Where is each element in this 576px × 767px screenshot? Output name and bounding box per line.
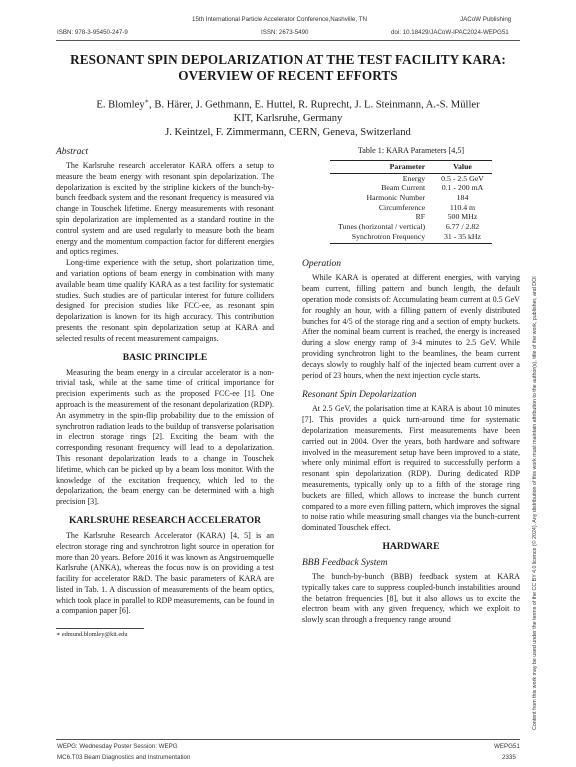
co-authors: , B. Härer, J. Gethmann, E. Huttel, R. Ruprecht, J. L. Steinmann, A.-S. Müller	[149, 99, 480, 111]
rsd-heading: Resonant Spin Depolarization	[302, 390, 417, 401]
header-publisher: JACoW Publishing	[460, 16, 512, 23]
paper-title	[56, 52, 520, 84]
authors-line-cern: J. Keintzel, F. Zimmermann, CERN, Geneva, Switzerland	[165, 126, 411, 138]
table-cell-value: 500 MHz	[447, 212, 478, 222]
table-row	[330, 203, 492, 213]
license-sidebar	[532, 30, 544, 730]
abstract-heading: Abstract	[56, 147, 89, 157]
kara-section-heading: KARLSRUHE RESEARCH ACCELERATOR	[68, 514, 262, 526]
table-row	[330, 193, 492, 203]
bbb-feedback-heading: BBB Feedback System	[302, 557, 388, 568]
table-cell-value: 0.1 - 200 mA	[441, 183, 484, 193]
header-isbn: ISBN: 978-3-95450-247-9	[57, 29, 128, 36]
license-text: Content from this work may be used under the terms of the CC BY 4.0 licence (© 2024). Any distribution of this work must maintain attribution to the author(s), title of the work, publisher, and DOI	[532, 276, 538, 730]
title-line-2: OVERVIEW OF RECENT EFFORTS	[178, 68, 398, 83]
table-cell-parameter: RF	[415, 212, 426, 222]
footer-paper-id: WEPG51	[494, 743, 520, 750]
footer-topic: MC6.T03 Beam Diagnostics and Instrumentation	[57, 754, 191, 761]
table-row	[330, 183, 492, 193]
table-cell-value: 110.4 m	[449, 202, 476, 212]
table-cell-parameter: Circumference	[378, 202, 426, 212]
rsd-paragraph: At 2.5 GeV, the polarisation time at KARA is about 10 minutes [7]. This provides a quick turn-around time for systematic depolarization measurements. First measurements have been carried out in 2004. Over the years, both hardware and software involved in the measurement setup have been improved to a state, where only minimal effort is required to successfully perform a resonant spin depolarization (RDP). During dedicated RDP measurements, typically only up to a fifth of the storage ring buckets are filled, which allows to increase the bunch current compared to a more even filling pattern, which improves the signal to noise ratio while measuring small changes via the bunch-current dominated Touschek effect.	[302, 404, 520, 533]
table-cell-value: 0.5 - 2.5 GeV	[441, 173, 484, 183]
header-conference: 15th International Particle Accelerator Conference,Nashville, TN	[192, 16, 367, 23]
basic-principle-heading: BASIC PRINCIPLE	[122, 351, 208, 363]
abstract-paragraph-2: Long-time experience with the setup, short polarization time, and variation options of beam energy in combination with many available beam time qualify KARA as a test facility for systematic studies. Such studies are of particular interest for future colliders designed for precision studies like FCC-ee, as resonant spin depolarization is known for its high accuracy. This contribution presents the resonant spin depolarization setup at KARA and selected results of recent measurement campaigns.	[56, 258, 274, 343]
footnote-rule	[56, 628, 144, 629]
operation-heading: Operation	[302, 259, 342, 270]
footnote-email: ∗ edmund.blomley@kit.edu	[56, 631, 128, 639]
table-cell-parameter: Energy	[402, 173, 426, 183]
table-cell-parameter: Synchrotron Frequency	[330, 232, 433, 244]
title-line-1: RESONANT SPIN DEPOLARIZATION AT THE TEST FACILITY KARA:	[70, 52, 506, 67]
kara-parameters-table	[330, 160, 492, 245]
table-caption: Table 1: KARA Parameters [4,5]	[357, 146, 465, 155]
corresponding-mark: ∗	[144, 98, 150, 105]
table-row	[330, 212, 492, 222]
basic-principle-paragraph: Measuring the beam energy in a circular accelerator is a non-trivial task, while at the same time of critical importance for precision experiments such as the proposed FCC-ee [1]. One approach is the measurement of the resonant depolarization (RDP). An asymmetry in the spin-flip probability due to the emission of synchrotron radiation leads to the buildup of transverse polarisation in electron storage rings [2]. Exciting the beam with the corresponding resonant frequency will lead to a depolarization. This resonant depolarization leads to a change in Touschek lifetime, which can be picked up by a beam loss monitor. With the knowledge of the excitation frequency, which led to the depolarization, the beam energy can be determined with a high precision [3].	[56, 367, 274, 507]
authors-line-1	[56, 95, 520, 112]
table-cell-parameter: Tunes (horizontal / vertical)	[338, 222, 426, 232]
kara-section-paragraph: The Karlsruhe Research Accelerator (KARA) [4, 5] is an electron storage ring and synchrotron light source in operation for more than 20 years. Before 2016 it was known as Angstroemquelle Karlsruhe (ANKA), whereas the focus now is on providing a test facility for accelerator R&D. The basic parameters of KARA are listed in Tab. 1. A discussion of measurements of the beam optics, which took place in parallel to RDP measurements, can be found in a companion paper [6].	[56, 530, 274, 616]
left-column	[56, 146, 274, 639]
operation-paragraph: While KARA is operated at different energies, with varying beam current, filling pattern and bunch length, the default operation mode consists of: Accumulating beam current at 0.5 GeV for roughly an hour, with a filling pattern of evenly distributed bunches for 4/5 of the storage ring and a section of empty buckets. After the nominal beam current is reached, the energy is increased during a slow energy ramp of 3-4 minutes to 2.5 GeV. While providing synchrotron light to the beamlines, the beam current decays slowly to roughly half of the injected beam current over a period of 23 hours, when the next injection cycle starts.	[302, 273, 520, 380]
header-rule	[56, 40, 520, 41]
table-row	[330, 222, 492, 232]
table-cell-parameter: Beam Current	[381, 183, 426, 193]
table-cell-parameter: Harmonic Number	[366, 192, 426, 202]
right-column	[302, 146, 520, 626]
table-cell-value: 184	[456, 192, 469, 202]
header-doi: doi: 10.18429/JACoW-IPAC2024-WEPG51	[391, 29, 509, 36]
table-header-parameter: Parameter	[330, 160, 433, 173]
table-header-value: Value	[433, 160, 492, 173]
table-cell-value: 31 - 35 kHz	[433, 232, 492, 244]
hardware-heading: HARDWARE	[382, 540, 440, 552]
table-row	[330, 173, 492, 183]
footer-session: WEPG: Wednesday Poster Session: WEPG	[57, 743, 178, 750]
footer-rule	[56, 739, 520, 740]
table-row	[330, 232, 492, 244]
affiliation-kit: KIT, Karlsruhe, Germany	[233, 113, 343, 125]
abstract-paragraph-1: The Karlsruhe research accelerator KARA offers a setup to measure the beam energy with resonant spin depolarization. The depolarization is excited by the stripline kickers of the bunch-by-bunch feedback system and the resonant frequency is measured via change in Touschek lifetime. Energy measurements with resonant spin depolarization are implemented as a standard routine in the control system and are used regularly to measure both the beam energy and the momentum compaction factor for different energies and optics regimes.	[56, 161, 274, 257]
author-block	[56, 95, 520, 139]
table-cell-value: 6.77 / 2.82	[445, 222, 480, 232]
table-header-row	[330, 160, 492, 173]
first-author: E. Blomley	[96, 99, 145, 111]
footer-page-number: 2335	[502, 754, 516, 761]
header-issn: ISSN: 2673-5490	[261, 29, 309, 36]
bbb-feedback-paragraph: The bunch-by-bunch (BBB) feedback system at KARA typically takes care to suppress coupled-bunch instabilities around the betatron frequencies [8], but it also allows us to excite the electron beam with any given frequency, which we exploit to slowly scan through a frequency range around	[302, 571, 520, 625]
